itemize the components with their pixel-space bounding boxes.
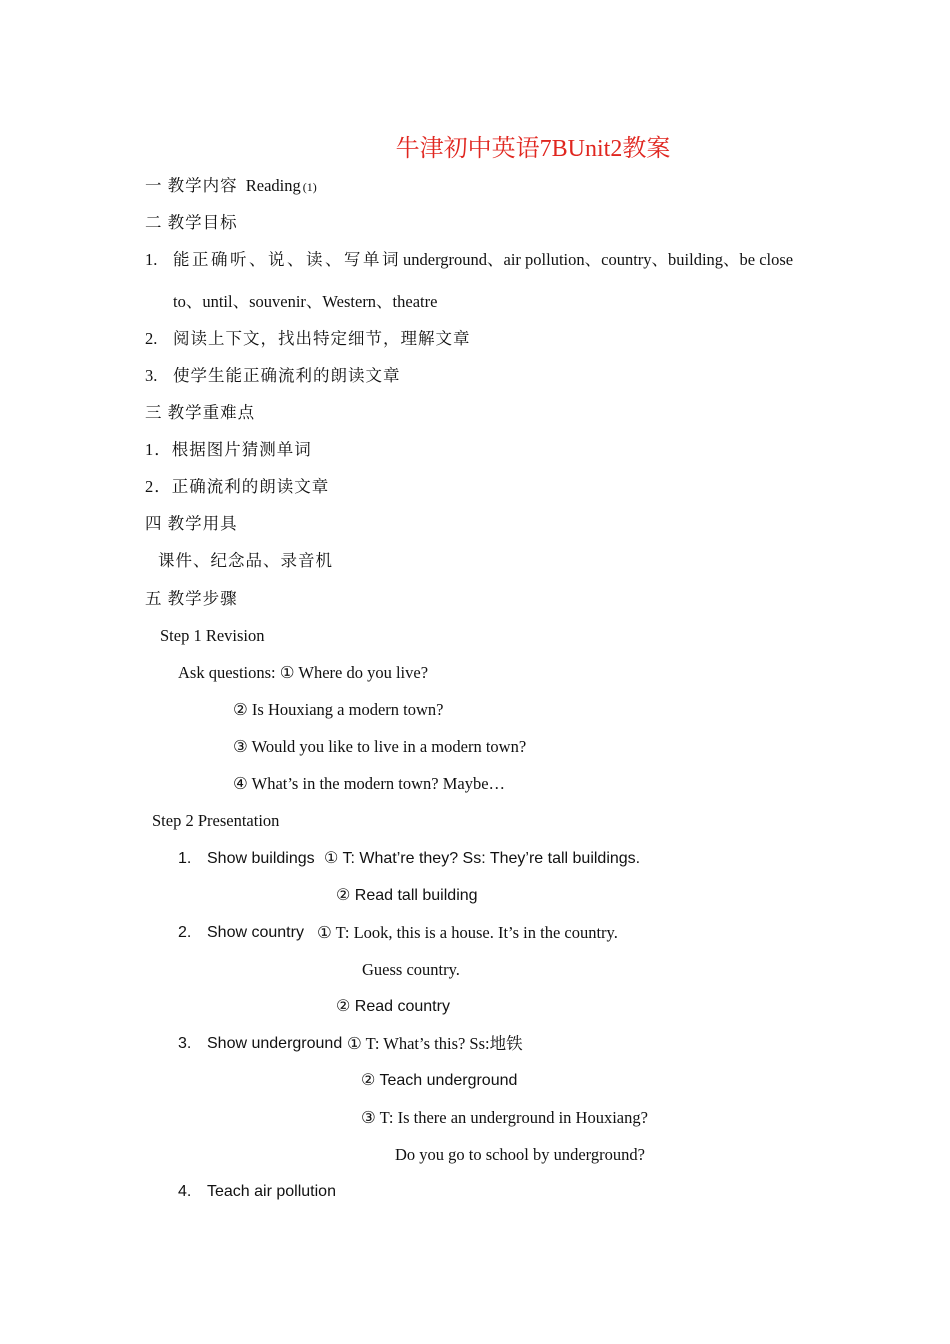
step-2-item-2-label: Show country [207, 924, 304, 941]
document-title: 牛津初中英语7BUnit2教案 [395, 136, 671, 162]
step-1-title: Step 1 Revision [160, 626, 265, 645]
section-1-topic-number: (1) [302, 180, 317, 194]
section-2-heading: 二 教学目标 [145, 213, 238, 232]
section-1-line [145, 175, 317, 198]
objective-3-text: 使学生能正确流利的朗读文章 [173, 366, 401, 385]
section-1-heading: 一 教学内容 [145, 176, 238, 195]
step-1-question-1: Ask questions: ① Where do you live? [178, 663, 429, 682]
step-1-question-4: ④ What’s in the modern town? Maybe… [233, 774, 506, 793]
objective-1-text-cn: 能正确听、说、读、写单词 [173, 250, 401, 269]
step-2-item-4-label: Teach air pollution [207, 1183, 336, 1200]
step-2-item-3-activity-c: ③ T: Is there an underground in Houxiang? [361, 1108, 648, 1127]
objective-1-number: 1. [145, 250, 158, 269]
objective-1-text-en: underground、air pollution、country、building、be close [403, 250, 794, 269]
step-2-item-2-number: 2. [178, 924, 192, 941]
step-2-item-3-activity-b: ② Teach underground [361, 1072, 518, 1089]
step-2-item-3-activity-a: ① T: What’s this? Ss:地铁 [347, 1034, 523, 1053]
key-point-1: 1．根据图片猜测单词 [145, 440, 312, 459]
objective-3-number: 3. [145, 366, 158, 385]
step-1-question-2: ② Is Houxiang a modern town? [233, 700, 444, 719]
step-2-title: Step 2 Presentation [152, 811, 280, 830]
objective-1-line-2: to、until、souvenir、Western、theatre [173, 292, 438, 311]
teaching-tools: 课件、纪念品、录音机 [158, 551, 333, 570]
step-2-item-3-label: Show underground [207, 1035, 343, 1052]
step-2-item-1-activity-a: ① T: What’re they? Ss: They’re tall buildings. [324, 850, 641, 867]
step-2-item-1-number: 1. [178, 850, 192, 867]
section-3-heading: 三 教学重难点 [145, 403, 256, 422]
objective-2-text: 阅读上下文，找出特定细节，理解文章 [173, 329, 471, 348]
step-2-item-3-number: 3. [178, 1035, 192, 1052]
section-1-topic: Reading [245, 176, 301, 195]
section-4-heading: 四 教学用具 [145, 514, 238, 533]
step-2-item-1-label: Show buildings [207, 850, 315, 867]
step-2-item-2-activity-a: ① T: Look, this is a house. It’s in the country. [317, 923, 618, 942]
objective-3 [145, 365, 401, 387]
objective-1-line-1 [145, 249, 793, 271]
section-5-heading: 五 教学步骤 [145, 589, 238, 608]
objective-2-number: 2. [145, 329, 158, 348]
objective-2 [145, 328, 471, 350]
key-point-2: 2．正确流利的朗读文章 [145, 477, 330, 496]
step-2-item-2-activity-b: ② Read country [336, 998, 450, 1015]
step-2-item-1-activity-b: ② Read tall building [336, 887, 478, 904]
step-2-item-2-activity-a-cont: Guess country. [362, 960, 460, 979]
step-1-question-3: ③ Would you like to live in a modern town? [233, 737, 527, 756]
step-2-item-4-number: 4. [178, 1183, 192, 1200]
step-2-item-3-activity-c-cont: Do you go to school by underground? [395, 1145, 645, 1164]
